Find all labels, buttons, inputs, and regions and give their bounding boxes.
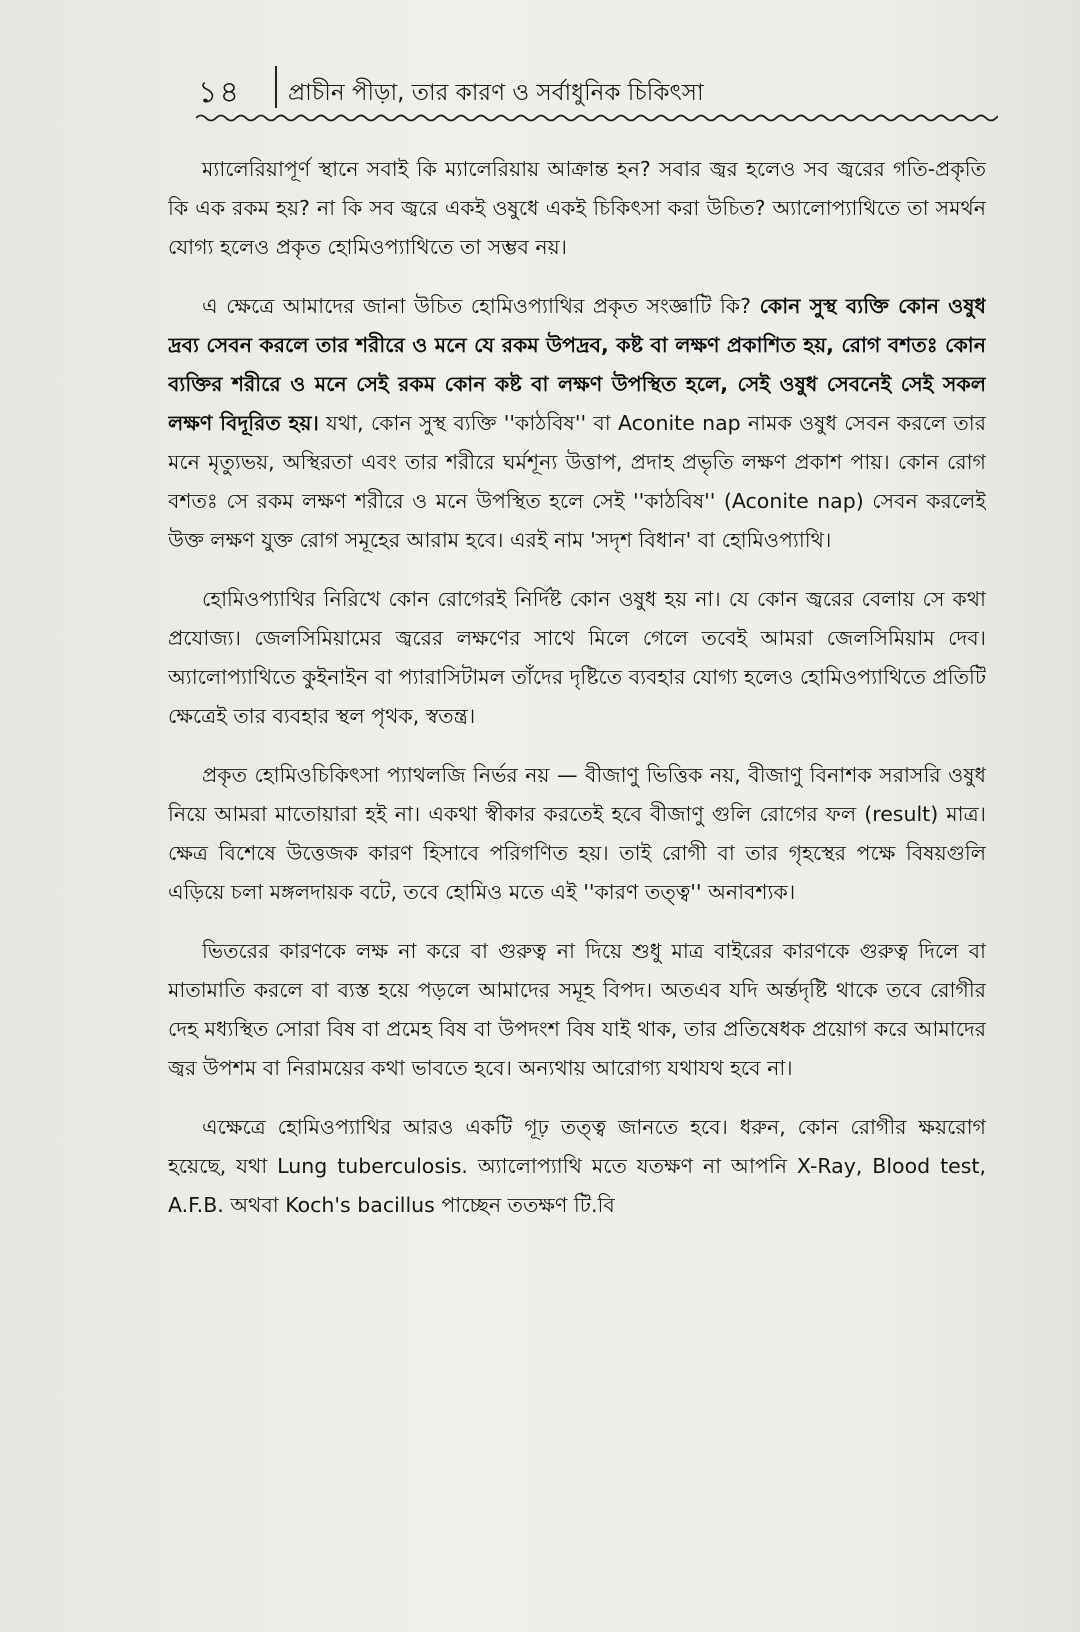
paragraph-3 bbox=[168, 580, 986, 736]
paragraph-1 bbox=[168, 150, 986, 267]
page-number: ১৪ bbox=[198, 75, 241, 110]
paragraph-2 bbox=[168, 287, 986, 560]
paragraph-text: ভিতরের কারণকে লক্ষ না করে বা গুরুত্ব না দিয়ে শুধু মাত্র বাইরের কারণকে গুরুত্ব দিলে বা মাতামাতি করলে বা ব্যস্ত হয়ে পড়লে আমাদের সমূহ বিপদ। অতএব যদি অর্ন্তদৃষ্টি থাকে তবে রোগীর দেহ মধ্যস্থিত সোরা বিষ বা প্রমেহ বিষ বা উপদংশ বিষ যাই থাক, তার প্রতিষেধক প্রয়োগ করে আমাদের জ্বর উপশম বা নিরাময়ের কথা ভাবতে হবে। অন্যথায় আরোগ্য যথাযথ হবে না। bbox=[168, 939, 986, 1080]
wavy-rule bbox=[196, 112, 998, 124]
page-header bbox=[198, 62, 998, 112]
paragraph-text: ম্যালেরিয়াপূর্ণ স্থানে সবাই কি ম্যালেরিয়ায় আক্রান্ত হন? সবার জ্বর হলেও সব জ্বরের গতি-প্রকৃতি কি এক রকম হয়? না কি সব জ্বরে একই ওষুধে একই চিকিৎসা করা উচিত? অ্যালোপ্যাথিতে তা সমর্থন যোগ্য হলেও প্রকৃত হোমিওপ্যাথিতে তা সম্ভব নয়। bbox=[168, 157, 986, 259]
body-text bbox=[168, 150, 986, 1610]
paragraph-5 bbox=[168, 932, 986, 1088]
paragraph-text: যথা, কোন সুস্থ ব্যক্তি ''কাঠবিষ'' বা Aconite nap নামক ওষুধ সেবন করলে তার মনে মৃত্যুভয়, অস্থিরতা এবং তার শরীরে ঘর্মশূন্য উত্তাপ, প্রদাহ প্রভৃতি লক্ষণ প্রকাশ পায়। কোন রোগ বশতঃ সে রকম লক্ষণ শরীরে ও মনে উপস্থিত হলে সেই ''কাঠবিষ'' (Aconite nap) সেবন করলেই উক্ত লক্ষণ যুক্ত রোগ সমূহের আরাম হবে। এরই নাম 'সদৃশ বিধান' বা হোমিওপ্যাথি। bbox=[168, 411, 986, 552]
paragraph-6 bbox=[168, 1108, 986, 1225]
paragraph-text: প্রকৃত হোমিওচিকিৎসা প্যাথলজি নির্ভর নয় — বীজাণু ভিত্তিক নয়, বীজাণু বিনাশক সরাসরি ওষুধ নিয়ে আমরা মাতোয়ারা হই না। একথা স্বীকার করতেই হবে বীজাণু গুলি রোগের ফল (result) মাত্র। ক্ষেত্র বিশেষে উত্তেজক কারণ হিসাবে পরিগণিত হয়। তাই রোগী বা তার গৃহস্থের পক্ষে বিষয়গুলি এড়িয়ে চলা মঙ্গলদায়ক বটে, তবে হোমিও মতে এই ''কারণ তত্ত্ব'' অনাবশ্যক। bbox=[168, 763, 986, 904]
running-title: প্রাচীন পীড়া, তার কারণ ও সর্বাধুনিক চিকিৎসা bbox=[288, 80, 704, 106]
paragraph-text: এক্ষেত্রে হোমিওপ্যাথির আরও একটি গূঢ় তত্ত্ব জানতে হবে। ধরুন, কোন রোগীর ক্ষয়রোগ হয়েছে, যথা Lung tuberculosis. অ্যালোপ্যাথি মতে যতক্ষণ না আপনি X-Ray, Blood test, A.F.B. অথবা Koch's bacillus পাচ্ছেন ততক্ষণ টি.বি bbox=[168, 1115, 986, 1217]
paragraph-text: হোমিওপ্যাথির নিরিখে কোন রোগেরই নির্দিষ্ট কোন ওষুধ হয় না। যে কোন জ্বরের বেলায় সে কথা প্রযোজ্য। জেলসিমিয়ামের জ্বরের লক্ষণের সাথে মিলে গেলে তবেই আমরা জেলসিমিয়াম দেব। অ্যালোপ্যাথিতে কুইনাইন বা প্যারাসিটামল তাঁদের দৃষ্টিতে ব্যবহার যোগ্য হলেও হোমিওপ্যাথিতে প্রতিটি ক্ষেত্রেই তার ব্যবহার স্থল পৃথক, স্বতন্ত্র। bbox=[168, 587, 986, 728]
bold-definition: কোন সুস্থ ব্যক্তি কোন ওষুধ দ্রব্য সেবন করলে তার শরীরে ও মনে যে রকম উপদ্রব, কষ্ট বা লক্ষণ প্রকাশিত হয়, রোগ বশতঃ কোন ব্যক্তির শরীরে ও মনে সেই রকম কোন কষ্ট বা লক্ষণ উপস্থিত হলে, সেই ওষুধ সেবনেই সেই সকল লক্ষণ বিদূরিত হয়। bbox=[168, 294, 986, 435]
paragraph-4 bbox=[168, 756, 986, 912]
header-divider bbox=[275, 66, 277, 108]
paragraph-text: এ ক্ষেত্রে আমাদের জানা উচিত হোমিওপ্যাথির প্রকৃত সংজ্ঞাটি কি? bbox=[202, 294, 760, 318]
